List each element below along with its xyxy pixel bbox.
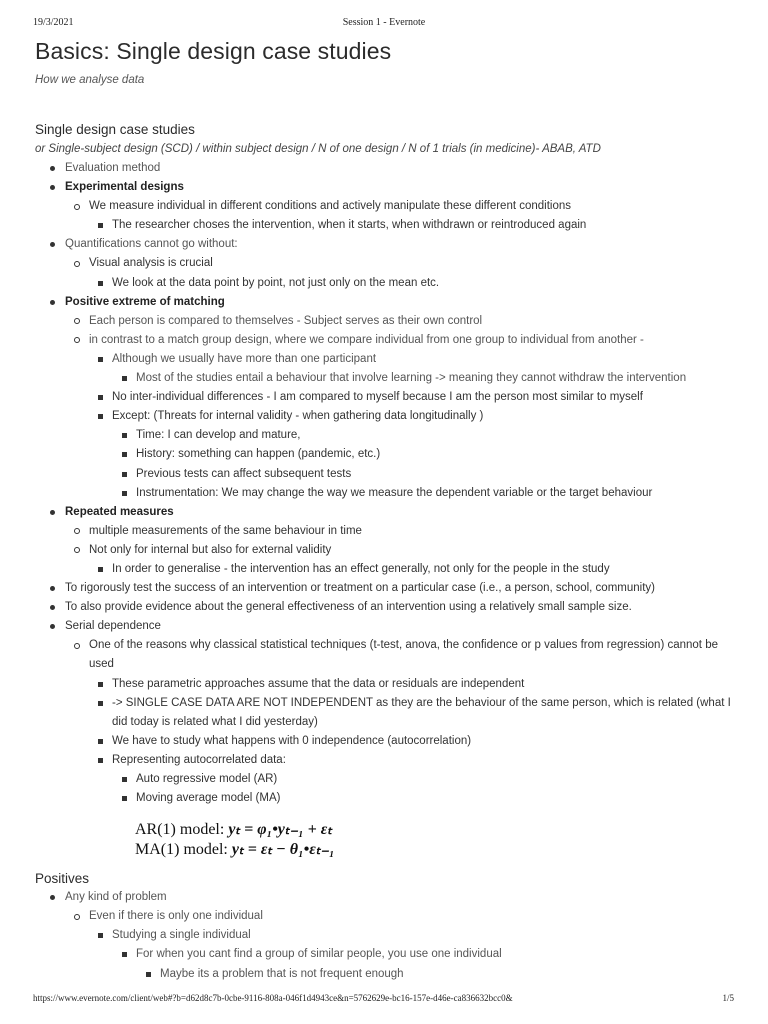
list-item: In order to generalise - the intervention has an effect generally, not only for the people in the study (89, 560, 735, 579)
list-item: Previous tests can affect subsequent tests (112, 465, 735, 484)
list-item: Time: I can develop and mature, (112, 426, 735, 445)
list-item: We measure individual in different conditions and actively manipulate these different conditions The researcher choses the intervention, when it starts, when withdrawn or reintroduced again (65, 197, 735, 235)
list-item: We have to study what happens with 0 independence (autocorrelation) (89, 732, 735, 751)
list-item: in contrast to a match group design, where we compare individual from one group to individual from another - Although we usually have more than one participant Most of the studies entail a behaviour that involve learning -> meaning they cannot withdraw the intervention No inter-individual differences - I am compared to myself because I am the person most similar to myself Except: (Threats for internal validity - when gathering data longitudinally ) Time: I can develop and mature, History: something can happen (pandemic, etc.) Previous tests can affect subsequent tests Instrumentation: We may change the way we measure the dependent variable or the target behaviour (65, 331, 735, 503)
alt-names: or Single-subject design (SCD) / within subject design / N of one design / N of 1 trials (in medicine)- ABAB, ATD (35, 143, 601, 155)
list-item: Even if there is only one individual Studying a single individual For when you cant find a group of similar people, you use one individual Maybe its a problem that is not frequent enough (65, 907, 735, 983)
list-item: Studying a single individual For when you cant find a group of similar people, you use one individual Maybe its a problem that is not frequent enough (89, 926, 735, 983)
list-item: The researcher choses the intervention, when it starts, when withdrawn or reintroduced again (89, 216, 735, 235)
print-date: 19/3/2021 (33, 17, 74, 28)
list-item: Representing autocorrelated data: Auto regressive model (AR) Moving average model (MA) (89, 751, 735, 808)
page-title: Basics: Single design case studies (35, 38, 392, 64)
page-subtitle: How we analyse data (35, 74, 145, 86)
list-item: History: something can happen (pandemic, etc.) (112, 445, 735, 464)
section-heading-positives: Positives (35, 871, 90, 887)
main-list (35, 159, 735, 808)
list-item: Any kind of problem Even if there is only one individual Studying a single individual For when you cant find a group of similar people, you use one individual Maybe its a problem that is not frequent enough (35, 888, 735, 983)
list-item: Except: (Threats for internal validity - when gathering data longitudinally ) Time: I can develop and mature, History: something can happen (pandemic, etc.) Previous tests can affect subsequent tests Instrumentation: We may change the way we measure the dependent variable or the target behaviour (89, 407, 735, 502)
list-item: multiple measurements of the same behaviour in time (65, 522, 735, 541)
list-item: Repeated measures multiple measurements of the same behaviour in time Not only for internal but also for external validity In order to generalise - the intervention has an effect generally, not only for the people in the study (35, 503, 735, 579)
print-url: https://www.evernote.com/client/web#?b=d62d8c7b-0cbe-9116-808a-046f1d4943ce&n=5762629e-bc16-157e-d46e-ca836632bcc0& (33, 993, 513, 1003)
list-item: Auto regressive model (AR) (112, 770, 735, 789)
list-item: Experimental designs We measure individual in different conditions and actively manipulate these different conditions The researcher choses the intervention, when it starts, when withdrawn or reintroduced again (35, 178, 735, 235)
print-title: Session 1 - Evernote (342, 17, 426, 28)
list-item: One of the reasons why classical statistical techniques (t-test, anova, the confidence or p values from regression) cannot be used These parametric approaches assume that the data or residuals are independent -> SINGLE CASE DATA ARE NOT INDEPENDENT as they are the behaviour of the same person, which is related (what I did today is related what I did yesterday) We have to study what happens with 0 independence (autocorrelation) Representing autocorrelated data: Auto regressive model (AR) Moving average model (MA) (65, 636, 735, 808)
list-item: Each person is compared to themselves - Subject serves as their own control (65, 312, 735, 331)
list-item: Not only for internal but also for external validity In order to generalise - the intervention has an effect generally, not only for the people in the study (65, 541, 735, 579)
list-item: Visual analysis is crucial We look at the data point by point, not just only on the mean etc. (65, 254, 735, 292)
print-footer (0, 992, 768, 1006)
ar-model-formula: AR(1) model: yₜ = φ₁•yₜ₋₁ + εₜ (135, 821, 333, 839)
note-content (35, 116, 735, 984)
list-item: Although we usually have more than one participant Most of the studies entail a behaviour that involve learning -> meaning they cannot withdraw the intervention (89, 350, 735, 388)
list-item: Most of the studies entail a behaviour that involve learning -> meaning they cannot withdraw the intervention (112, 369, 735, 388)
model-formula-image (135, 820, 735, 860)
positives-section (35, 870, 735, 983)
list-item: Quantifications cannot go without: Visual analysis is crucial We look at the data point by point, not just only on the mean etc. (35, 235, 735, 292)
list-item: Instrumentation: We may change the way we measure the dependent variable or the target behaviour (112, 484, 735, 503)
section-heading-scd: Single design case studies (35, 122, 195, 137)
list-item: We look at the data point by point, not just only on the mean etc. (89, 274, 735, 293)
ma-model-formula: MA(1) model: yₜ = εₜ − θ₁•εₜ₋₁ (135, 841, 335, 859)
list-item: These parametric approaches assume that the data or residuals are independent (89, 675, 735, 694)
print-header (0, 17, 768, 31)
list-item: Serial dependence One of the reasons why classical statistical techniques (t-test, anova, the confidence or p values from regression) cannot be used These parametric approaches assume that the data or residuals are independent -> SINGLE CASE DATA ARE NOT INDEPENDENT as they are the behaviour of the same person, which is related (what I did today is related what I did yesterday) We have to study what happens with 0 independence (autocorrelation) Representing autocorrelated data: Auto regressive model (AR) Moving average model (MA) (35, 617, 735, 808)
page-number: 1/5 (722, 993, 734, 1003)
list-item: To also provide evidence about the general effectiveness of an intervention using a relatively small sample size. (35, 598, 735, 617)
list-item: Positive extreme of matching Each person is compared to themselves - Subject serves as their own control in contrast to a match group design, where we compare individual from one group to individual from another - Although we usually have more than one participant Most of the studies entail a behaviour that involve learning -> meaning they cannot withdraw the intervention No inter-individual differences - I am compared to myself because I am the person most similar to myself Except: (Threats for internal validity - when gathering data longitudinally ) Time: I can develop and mature, History: something can happen (pandemic, etc.) Previous tests can affect subsequent tests Instrumentation: We may change the way we measure the dependent variable or the target behaviour (35, 293, 735, 503)
list-item: To rigorously test the success of an intervention or treatment on a particular case (i.e., a person, school, community) (35, 579, 735, 598)
list-item: No inter-individual differences - I am compared to myself because I am the person most similar to myself (89, 388, 735, 407)
list-item: Maybe its a problem that is not frequent enough (136, 965, 735, 984)
list-item: -> SINGLE CASE DATA ARE NOT INDEPENDENT as they are the behaviour of the same person, which is related (what I did today is related what I did yesterday) (89, 694, 735, 732)
list-item: Moving average model (MA) (112, 789, 735, 808)
list-item: For when you cant find a group of similar people, you use one individual Maybe its a problem that is not frequent enough (112, 945, 735, 983)
list-item: Evaluation method (35, 159, 735, 178)
